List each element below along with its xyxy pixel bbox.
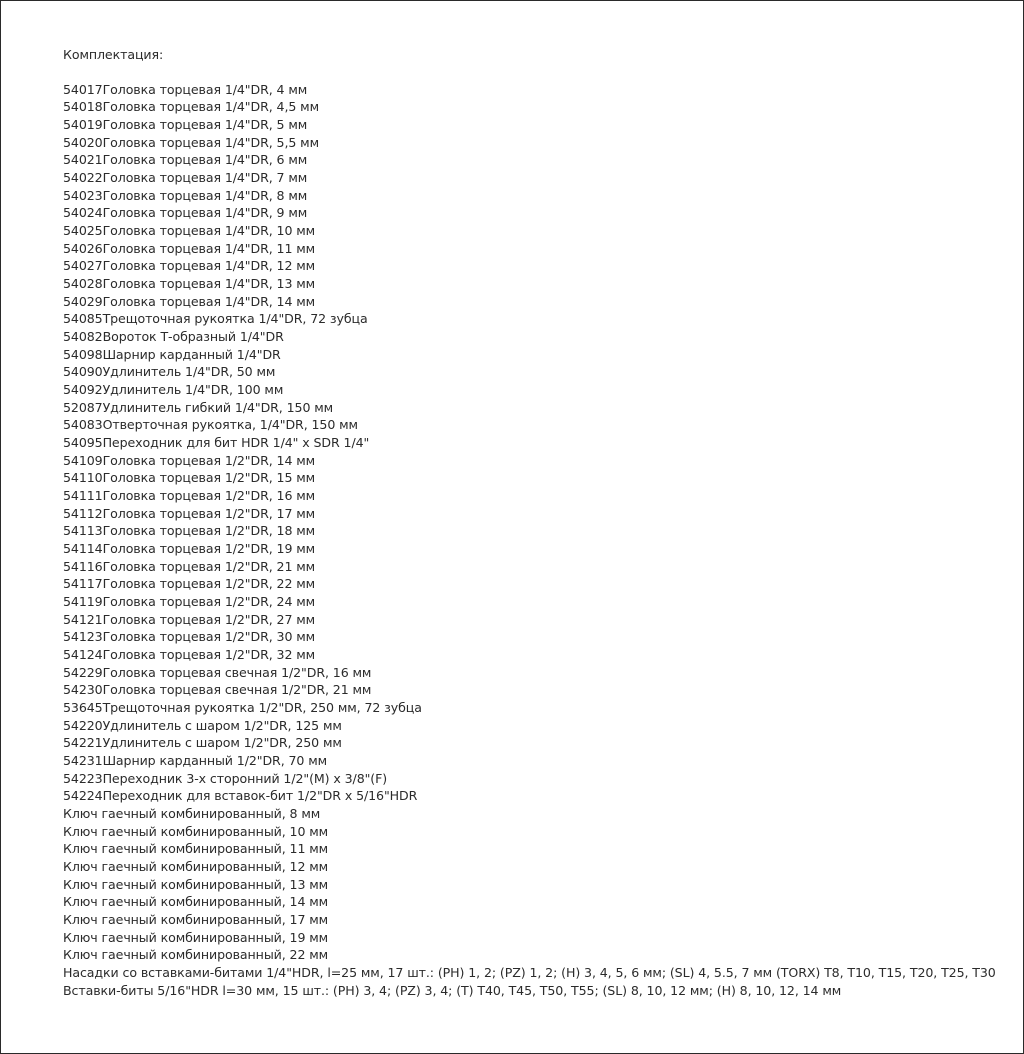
list-item: Ключ гаечный комбинированный, 11 мм — [63, 841, 329, 857]
list-item: 54025Головка торцевая 1/4"DR, 10 мм — [63, 222, 316, 238]
list-item: 54230Головка торцевая свечная 1/2"DR, 21 мм — [63, 682, 372, 698]
list-item: 54018Головка торцевая 1/4"DR, 4,5 мм — [63, 99, 319, 115]
list-item: Насадки со вставками-битами 1/4"HDR, l=25 мм, 17 шт.: (PH) 1, 2; (PZ) 1, 2; (H) 3, 4, 5, 6 мм; (SL) 4, 5.5, 7 мм (TORX) T8, T10, T15, T20, T25, T30 — [63, 965, 996, 981]
list-item: 54116Головка торцевая 1/2"DR, 21 мм — [63, 558, 316, 574]
list-item: 54024Головка торцевая 1/4"DR, 9 мм — [63, 205, 308, 221]
list-item: 54123Головка торцевая 1/2"DR, 30 мм — [63, 629, 316, 645]
list-item: 54117Головка торцевая 1/2"DR, 22 мм — [63, 576, 316, 592]
list-item: Ключ гаечный комбинированный, 17 мм — [63, 912, 329, 928]
list-item: 54085Трещоточная рукоятка 1/4"DR, 72 зубца — [63, 311, 368, 327]
list-item: 54022Головка торцевая 1/4"DR, 7 мм — [63, 169, 308, 185]
package-contents — [63, 44, 1013, 999]
list-item: 54098Шарнир карданный 1/4"DR — [63, 346, 281, 362]
list-item: Ключ гаечный комбинированный, 14 мм — [63, 894, 329, 910]
list-item: Ключ гаечный комбинированный, 13 мм — [63, 876, 329, 892]
list-item: 54121Головка торцевая 1/2"DR, 27 мм — [63, 611, 316, 627]
list-item: 54229Головка торцевая свечная 1/2"DR, 16 мм — [63, 664, 372, 680]
list-item: 54111Головка торцевая 1/2"DR, 16 мм — [63, 487, 316, 503]
contents-list — [63, 81, 1013, 1000]
list-item: Ключ гаечный комбинированный, 10 мм — [63, 823, 329, 839]
list-item: Ключ гаечный комбинированный, 8 мм — [63, 806, 321, 822]
list-item: 54090Удлинитель 1/4"DR, 50 мм — [63, 364, 276, 380]
section-heading: Комплектация: — [63, 47, 164, 62]
list-item: Ключ гаечный комбинированный, 12 мм — [63, 859, 329, 875]
list-item: 54109Головка торцевая 1/2"DR, 14 мм — [63, 452, 316, 468]
list-item: 54026Головка торцевая 1/4"DR, 11 мм — [63, 240, 316, 256]
list-item: 52087Удлинитель гибкий 1/4"DR, 150 мм — [63, 399, 334, 415]
list-item: 54112Головка торцевая 1/2"DR, 17 мм — [63, 505, 316, 521]
list-item: 54110Головка торцевая 1/2"DR, 15 мм — [63, 470, 316, 486]
list-item: 54231Шарнир карданный 1/2"DR, 70 мм — [63, 753, 328, 769]
list-item: 53645Трещоточная рукоятка 1/2"DR, 250 мм, 72 зубца — [63, 700, 422, 716]
list-item: 54092Удлинитель 1/4"DR, 100 мм — [63, 381, 284, 397]
list-item: 54124Головка торцевая 1/2"DR, 32 мм — [63, 647, 316, 662]
list-item: Ключ гаечный комбинированный, 22 мм — [63, 947, 329, 963]
list-item: Ключ гаечный комбинированный, 19 мм — [63, 929, 329, 945]
list-item: 54220Удлинитель с шаром 1/2"DR, 125 мм — [63, 717, 342, 733]
list-item: 54082Вороток Т-образный 1/4"DR — [63, 328, 284, 344]
list-item: 54223Переходник 3-х сторонний 1/2"(M) x 3/8"(F) — [63, 770, 388, 786]
list-item: 54029Головка торцевая 1/4"DR, 14 мм — [63, 293, 316, 309]
list-item: 54119Головка торцевая 1/2"DR, 24 мм — [63, 593, 316, 609]
list-item: 54221Удлинитель с шаром 1/2"DR, 250 мм — [63, 735, 342, 751]
list-item: 54019Головка торцевая 1/4"DR, 5 мм — [63, 116, 308, 132]
list-item: 54224Переходник для вставок-бит 1/2"DR x 5/16"HDR — [63, 788, 418, 804]
list-item: 54028Головка торцевая 1/4"DR, 13 мм — [63, 275, 316, 291]
list-item: Вставки-биты 5/16"HDR l=30 мм, 15 шт.: (PH) 3, 4; (PZ) 3, 4; (T) T40, T45, T50, T55; (SL) 8, 10, 12 мм; (H) 8, 10, 12, 14 мм — [63, 982, 842, 998]
list-item: 54114Головка торцевая 1/2"DR, 19 мм — [63, 540, 316, 556]
list-item: 54020Головка торцевая 1/4"DR, 5,5 мм — [63, 134, 319, 150]
list-item: 54027Головка торцевая 1/4"DR, 12 мм — [63, 258, 316, 274]
heading-spacer — [63, 66, 1013, 81]
list-item: 54017Головка торцевая 1/4"DR, 4 мм — [63, 81, 308, 97]
list-item: 54083Отверточная рукоятка, 1/4"DR, 150 мм — [63, 417, 358, 433]
list-item: 54113Головка торцевая 1/2"DR, 18 мм — [63, 523, 316, 539]
list-item: 54023Головка торцевая 1/4"DR, 8 мм — [63, 187, 308, 203]
list-item: 54095Переходник для бит HDR 1/4" x SDR 1/4" — [63, 434, 370, 450]
list-item: 54021Головка торцевая 1/4"DR, 6 мм — [63, 152, 308, 168]
